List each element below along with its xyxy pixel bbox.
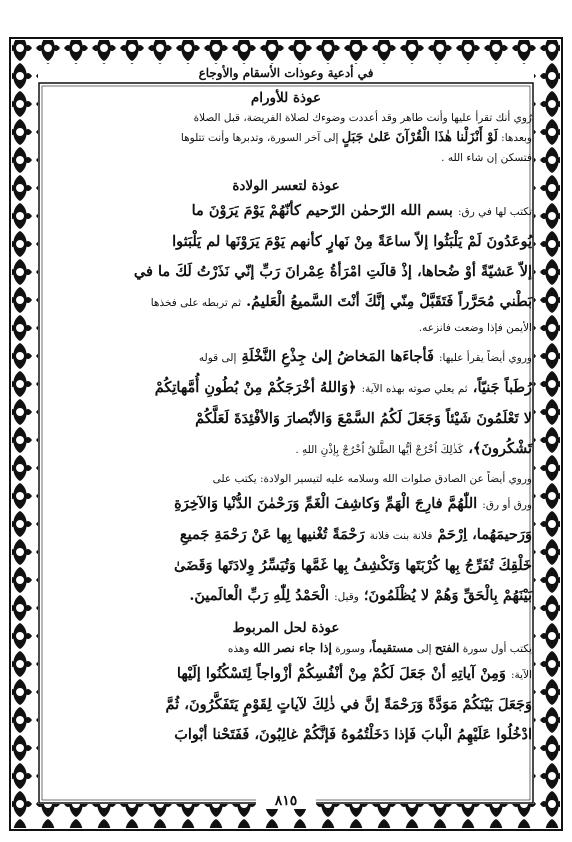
paragraph: الأيمن فإذا وضعت فانزعه. bbox=[418, 322, 532, 334]
paragraph: تكتب لها في رق: بسم الله الرّحمٰن الرّحيم كأنّهُمْ يَوْمَ يَرَوْنَ ما bbox=[191, 202, 532, 219]
paragraph: إلاّ عَشيّةً أوْ ضُحاها، إذْ قالَتِ امْرَأةُ عِمْرانَ رَبِّ إنّي نَذَرْتُ لَكَ ما في bbox=[133, 263, 532, 280]
paragraph: خَلْقِكَ تُفَرِّجُ بِها كُرْبَتَها وَتَكْشِفُ بِها غَمَّها وَتُيَسِّرُ وِلادَتَها وَقَضَىٰ bbox=[173, 557, 532, 574]
paragraph: بَيْنَهُمْ بِالْحَقِّ وَهُمْ لا يُظْلَمُونَ؛ وقيل: الْحَمْدُ لِلّٰهِ رَبِّ الْعالَمينَ. bbox=[189, 587, 532, 604]
section-title-childbirth: عوذة لتعسر الولادة bbox=[232, 178, 340, 194]
page-number: ٨١٥ bbox=[256, 793, 316, 809]
paragraph: وَرَحيمَهُما، اِرْحَمْ فلانة بنت فلانة رَحْمَةً تُغْنيها بِها عَنْ رَحْمَةِ جَميعِ bbox=[179, 526, 532, 543]
paragraph: فتسكن إن شاء الله . bbox=[441, 152, 532, 164]
paragraph: الآية: وَمِنْ آياتِهِ أنْ جَعَلَ لَكُمْ مِنْ أنْفُسِكُمْ أزْواجاً لِتَسْكُنُوا إلَيْها bbox=[176, 665, 532, 682]
paragraph: وبعدها: لَوْ أَنْزَلْنا هٰذَا الْقُرْآنَ عَلىٰ جَبَلٍ إلى آخر السورة، وتدبرها وأنت تتلوها bbox=[180, 130, 532, 145]
section-title-swellings: عوذة للأورام bbox=[250, 90, 322, 106]
paragraph: رُوي أنك تقرأ عليها وأنت طاهر وقد أعددت وضوءك لصلاة الفريضة، قبل الصلاة bbox=[193, 112, 532, 124]
running-header: في أدعية وعوذات الأسقام والأوجاع bbox=[198, 66, 374, 80]
paragraph: وروي أيضاً يقرأ عليها: فَأجاءَها المَخاضُ إلىٰ جِذْعِ النَّخْلَةِ إلى قوله bbox=[198, 348, 532, 365]
paragraph: ورق أو رق: اللّٰهُمَّ فارِجَ الْهَمِّ وَكاشِفَ الْغَمِّ وَرَحْمٰنَ الدُّنْيا وَالآخِرَةِ bbox=[174, 495, 532, 512]
section-title-binding: عوذة لحل المربوط bbox=[232, 620, 340, 636]
paragraph: وروي أيضاً عن الصادق صلوات الله وسلامه عليه لتيسير الولادة: يكتب على bbox=[212, 473, 532, 485]
paragraph: لا تَعْلَمُونَ شَيْئاً وَجَعَلَ لَكُمُ السَّمْعَ وَالأبْصارَ وَالأفْئِدَةَ لَعَلَّكُمْ bbox=[195, 410, 532, 427]
paragraph: تَشْكُرونَ﴾، كَذٰلِكَ اُخْرُجْ أيُّها الطَّلقُ اُخْرُجْ بِإذْنِ اللهِ . bbox=[295, 440, 532, 457]
paragraph: رُطَباً جَنيّاً، ثم يعلي صوته بهذه الآية: ﴿وَاللهُ أخْرَجَكُمْ مِنْ بُطُونِ أُمَّهاتِكُمْ bbox=[154, 379, 532, 396]
paragraph: ادْخُلُوا عَلَيْهِمُ الْبابَ فَإذا دَخَلْتُمُوهُ فَإنَّكُمْ غالِبُونَ، فَفَتَحْنا أبْوابَ bbox=[174, 726, 532, 743]
paragraph: بَطْني مُحَرَّراً فَتَقَبَّلْ مِنّي إنَّكَ أنْتَ السَّميعُ الْعَليمُ. ثم تربطه على فخذها bbox=[150, 293, 532, 310]
paragraph: يكتب أول سورة الفتح إلى مستقيماً، وسورة إذا جاء نصر الله وهذه bbox=[227, 641, 532, 655]
page-body bbox=[40, 88, 532, 784]
paragraph: يُوعَدُونَ لَمْ يَلْبَثُوا إلاّ ساعَةً مِنْ نَهارٍ كأنهم يَوْمَ يَرَوْنَها لم يَلْبَثوا bbox=[172, 233, 532, 250]
paragraph: وَجَعَلَ بَيْنَكُمْ مَوَدَّةً وَرَحْمَةً إنَّ في ذٰلِكَ لآياتٍ لِقَوْمٍ يَتَفَكَّرُونَ، ثُمَّ bbox=[165, 696, 532, 713]
